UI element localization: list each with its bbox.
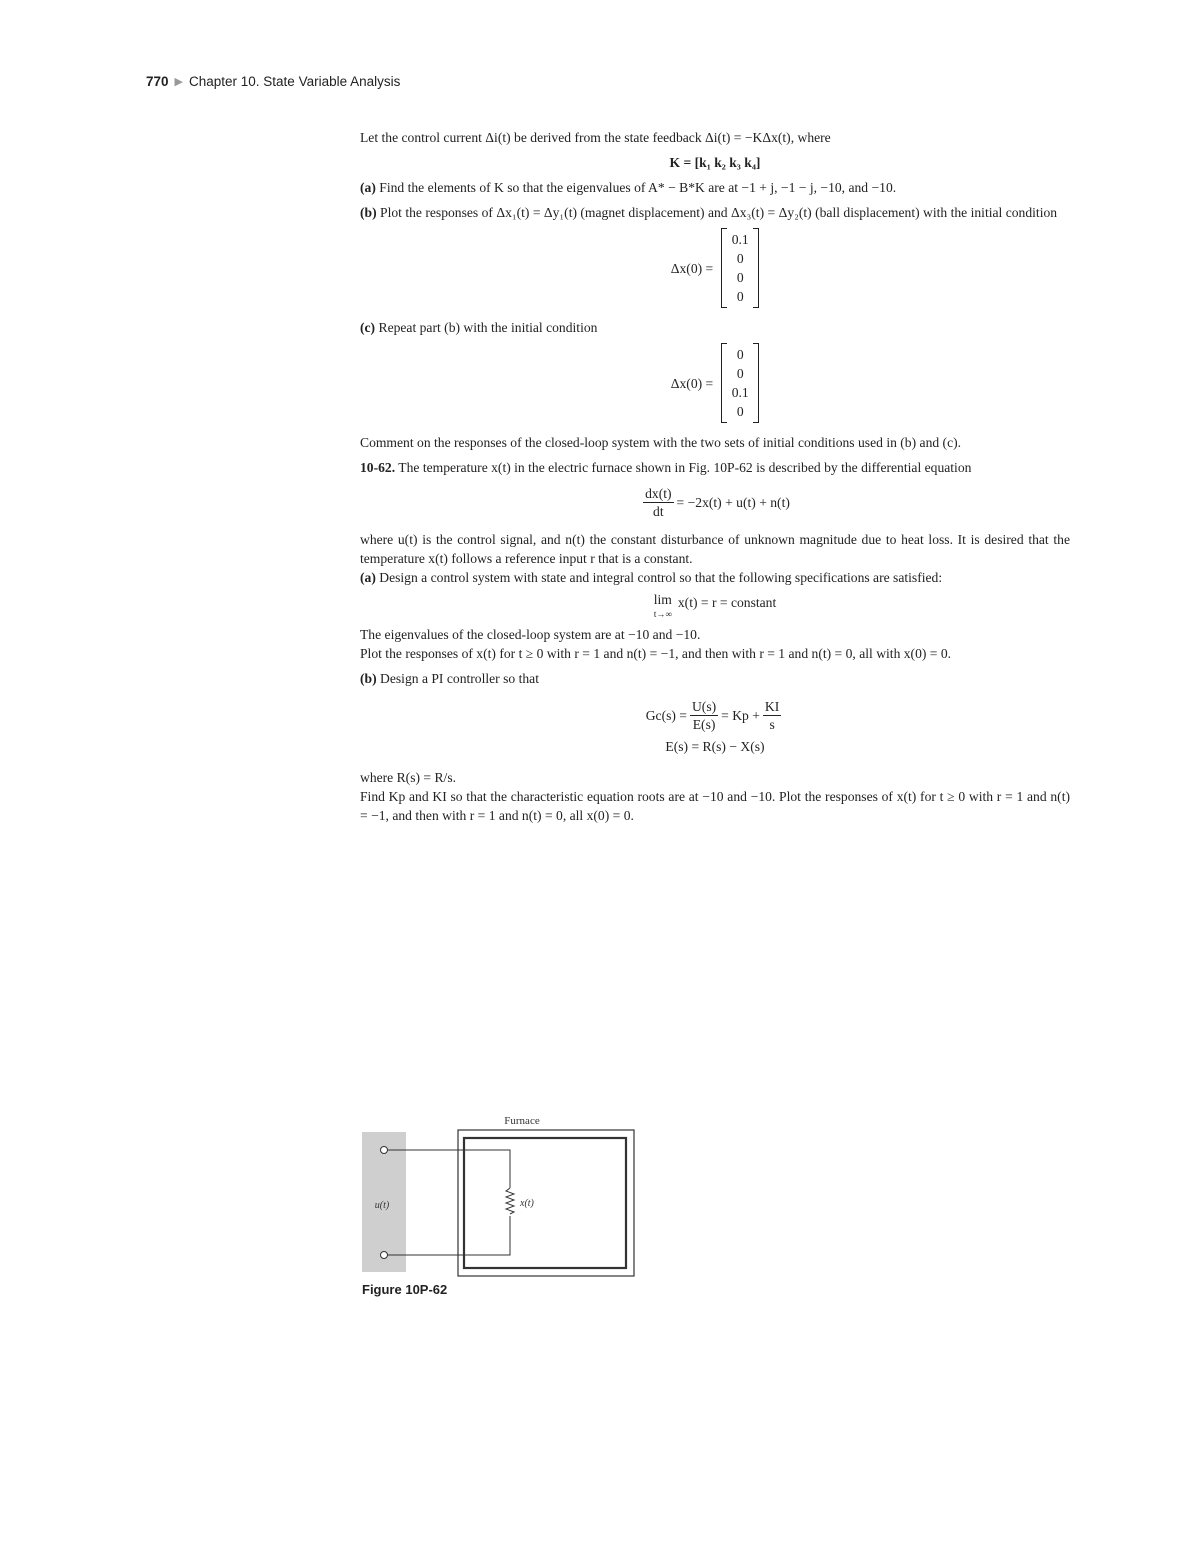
matrix-b-entry: 0.1 [731, 232, 749, 247]
part-c-label: (c) [360, 320, 376, 335]
problem-part-b-label: (b) [360, 671, 377, 686]
part-b-label: (b) [360, 205, 377, 220]
problem-part-a-label: (a) [360, 570, 376, 585]
part-b [360, 203, 1070, 222]
part-a-label: (a) [360, 180, 376, 195]
gc-denominator: E(s) [692, 717, 716, 732]
lim-word: lim [653, 592, 672, 607]
matrix-c-entry: 0 [736, 347, 744, 362]
chapter-title: Chapter 10. State Variable Analysis [189, 74, 401, 89]
problem-part-a [360, 568, 1070, 587]
limit-rhs: x(t) = r = constant [677, 595, 777, 610]
furnace-title: Furnace [504, 1115, 540, 1127]
gc-lhs: Gc(s) = [645, 708, 687, 723]
heater-label: x(t) [520, 1198, 534, 1209]
where-r-paragraph: where R(s) = R/s. [360, 770, 457, 785]
lim-subscript: t→∞ [653, 609, 672, 619]
part-a-text: Find the elements of K so that the eigenvalues of A* − B*K are at −1 + j, −1 − j, −10, and −10. [379, 180, 897, 195]
gc-equation [646, 698, 785, 733]
furnace-figure [362, 1110, 642, 1310]
gc-numerator: U(s) [691, 699, 717, 714]
find-paragraph: Find Kp and KI so that the characteristic equation roots are at −10 and −10. Plot the responses of x(t) for t ≥ 0 with r = 1 and n(t) = −1, and then with r = 1 and n(t) = 0, all x(0) = 0. [360, 789, 1070, 823]
terminal-bottom [381, 1252, 388, 1259]
derivative-numerator: dx(t) [645, 486, 672, 501]
k-equation: K = [k₁ k₂ k₃ k₄] [669, 155, 761, 170]
furnace-outer-wall [458, 1130, 634, 1276]
part-c [360, 318, 1070, 337]
where-paragraph: where u(t) is the control signal, and n(t) the constant disturbance of unknown magnitude due to heat loss. It is desired that the temperature x(t) follows a reference input r that is a constant. [360, 532, 1070, 566]
page-number: 770 [146, 74, 169, 89]
problem-10-62 [360, 458, 1070, 477]
limit-equation [360, 593, 1070, 621]
gc-fraction [690, 698, 718, 733]
arrow-icon: ▶ [174, 76, 183, 88]
problem-part-b-text: Design a PI controller so that [380, 671, 539, 686]
limit-operator [654, 593, 672, 621]
gc-middle: = Kp + [721, 708, 760, 723]
differential-equation [360, 485, 1070, 520]
problem-part-a-text: Design a control system with state and integral control so that the following specifications are satisfied: [379, 570, 943, 585]
figure-caption: Figure 10P-62 [362, 1282, 448, 1297]
ki-fraction [763, 698, 781, 733]
matrix-b-entry: 0 [736, 251, 744, 266]
furnace-inner-wall [464, 1138, 626, 1268]
input-label: u(t) [374, 1200, 390, 1211]
eigenvalue-spec: The eigenvalues of the closed-loop system are at −10 and −10. [360, 627, 701, 642]
terminal-top [381, 1147, 388, 1154]
x0-label-b: Δx(0) = [670, 260, 714, 276]
problem-number: 10-62. [360, 460, 396, 475]
part-c-text: Repeat part (b) with the initial condition [378, 320, 598, 335]
intro-paragraph: Let the control current Δi(t) be derived from the state feedback Δi(t) = −KΔx(t), where [360, 130, 831, 145]
ki-denominator: s [769, 717, 775, 732]
part-b-text: Plot the responses of Δx₁(t) = Δy₁(t) (magnet displacement) and Δx₃(t) = Δy₂(t) (ball displacement) with the initial condition [380, 205, 1058, 220]
ki-numerator: KI [764, 699, 780, 714]
comment-paragraph: Comment on the responses of the closed-loop system with the two sets of initial conditions used in (b) and (c). [360, 435, 962, 450]
plot-instruction-1: Plot the responses of x(t) for t ≥ 0 with r = 1 and n(t) = −1, and then with r = 1 and n(t) = 0, all with x(0) = 0. [360, 646, 952, 661]
pi-controller-equations [360, 698, 1070, 756]
equation-rhs: = −2x(t) + u(t) + n(t) [676, 495, 790, 510]
heater-resistor [506, 1188, 514, 1214]
page-content [360, 128, 1070, 831]
problem-text: The temperature x(t) in the electric furnace shown in Fig. 10P-62 is described by the differential equation [398, 460, 972, 475]
derivative-fraction [643, 485, 673, 520]
page-header [146, 74, 400, 89]
x0-label-c: Δx(0) = [670, 375, 714, 391]
initial-condition-b [360, 230, 1070, 306]
initial-condition-c [360, 345, 1070, 421]
matrix-c-entry: 0 [736, 404, 744, 419]
derivative-denominator: dt [653, 504, 664, 519]
error-equation: E(s) = R(s) − X(s) [665, 739, 765, 754]
matrix-c [721, 345, 759, 421]
matrix-c-entry: 0 [736, 366, 744, 381]
matrix-b [721, 230, 759, 306]
part-a [360, 178, 1070, 197]
matrix-b-entry: 0 [736, 289, 744, 304]
matrix-c-entry: 0.1 [731, 385, 749, 400]
problem-part-b [360, 669, 1070, 688]
matrix-b-entry: 0 [736, 270, 744, 285]
